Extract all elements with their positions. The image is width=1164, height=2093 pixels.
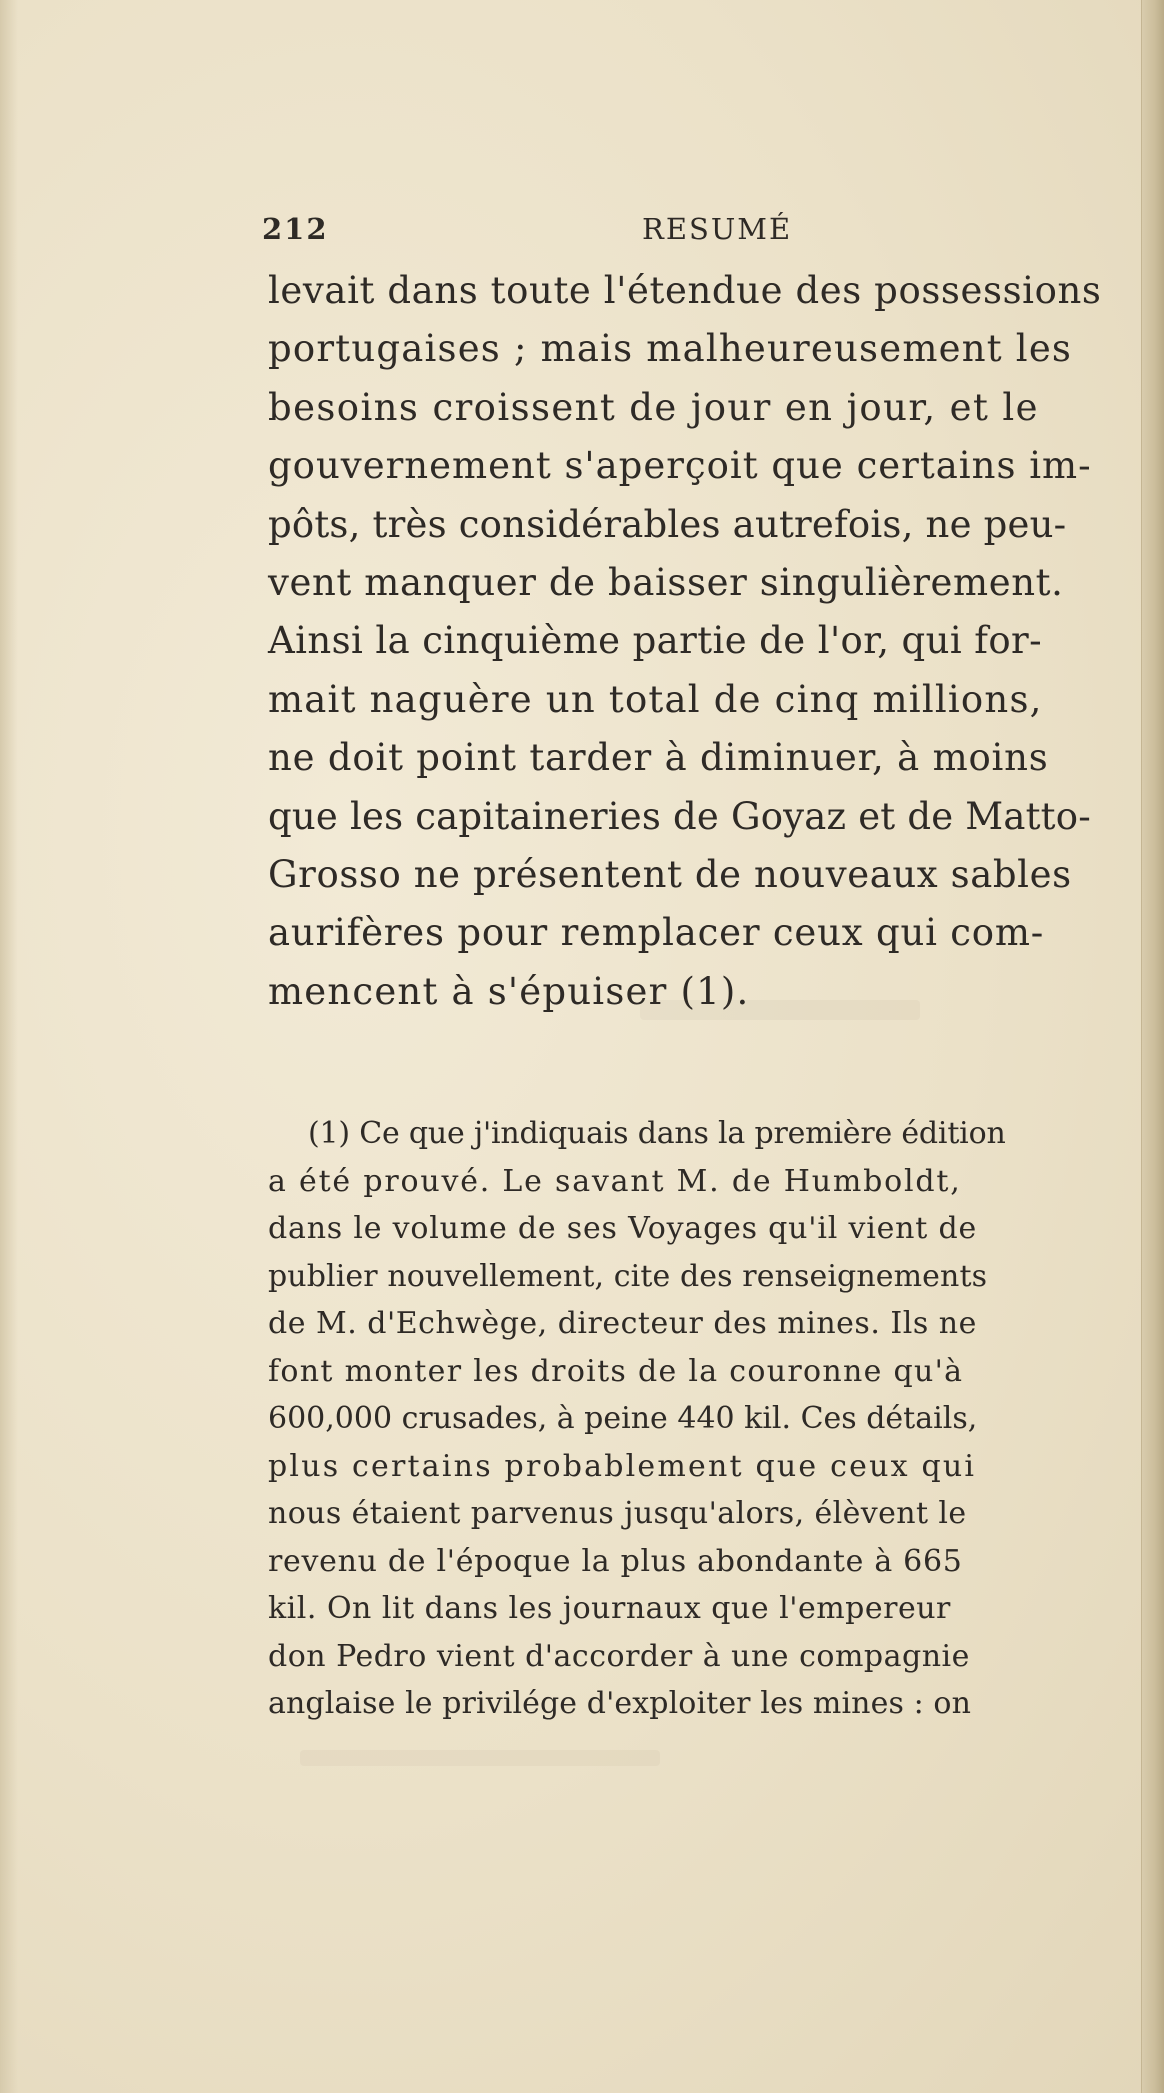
page-edge: [1141, 0, 1164, 2093]
show-through-mark: [300, 1750, 660, 1766]
running-head: [262, 212, 1122, 252]
footnote-line: a été prouvé. Le savant M. de Humboldt,: [268, 1163, 962, 1199]
footnote-line: 600,000 crusades, à peine 440 kil. Ces détails,: [268, 1401, 978, 1436]
running-title: RESUMÉ: [642, 212, 793, 246]
text-line: ne doit point tarder à diminuer, à moins: [268, 736, 1049, 780]
text-line: gouvernement s'aperçoit que certains im-: [268, 444, 1092, 488]
footnote: [268, 1110, 1128, 1728]
text-line: mait naguère un total de cinq millions,: [268, 677, 1043, 721]
text-line: portugaises ; mais malheureusement les: [268, 327, 1073, 371]
text-line: vent manquer de baisser singulièrement.: [268, 560, 1064, 604]
footnote-line: dans le volume de ses Voyages qu'il vient de: [268, 1211, 978, 1246]
footnote-line: de M. d'Echwège, directeur des mines. Ils ne: [268, 1306, 977, 1341]
main-text: [268, 262, 1128, 1021]
text-line: que les capitaineries de Goyaz et de Matto-: [268, 794, 1091, 838]
footnote-line: revenu de l'époque la plus abondante à 665: [268, 1543, 963, 1579]
footnote-line: plus certains probablement que ceux qui: [268, 1448, 977, 1484]
footnote-line: nous étaient parvenus jusqu'alors, élèvent le: [268, 1496, 967, 1531]
footnote-line: anglaise le privilége d'exploiter les mines : on: [268, 1686, 972, 1721]
text-line: Grosso ne présentent de nouveaux sables: [268, 852, 1072, 896]
text-line: Ainsi la cinquième partie de l'or, qui for-: [268, 619, 1043, 663]
footnote-line: font monter les droits de la couronne qu'à: [268, 1353, 964, 1389]
text-line: besoins croissent de jour en jour, et le: [268, 385, 1039, 429]
text-line: pôts, très considérables autrefois, ne peu-: [268, 502, 1067, 546]
footnote-line: kil. On lit dans les journaux que l'empereur: [268, 1591, 951, 1626]
page-gutter-shadow: [0, 0, 18, 2093]
page-number: 212: [262, 212, 329, 246]
text-line: levait dans toute l'étendue des possessions: [268, 269, 1102, 312]
footnote-line: don Pedro vient d'accorder à une compagnie: [268, 1638, 970, 1674]
footnote-line: (1) Ce que j'indiquais dans la première édition: [308, 1116, 1006, 1151]
footnote-line: publier nouvellement, cite des renseignements: [268, 1258, 988, 1294]
text-line: mencent à s'épuiser (1).: [268, 969, 750, 1013]
text-line: aurifères pour remplacer ceux qui com-: [268, 911, 1045, 955]
